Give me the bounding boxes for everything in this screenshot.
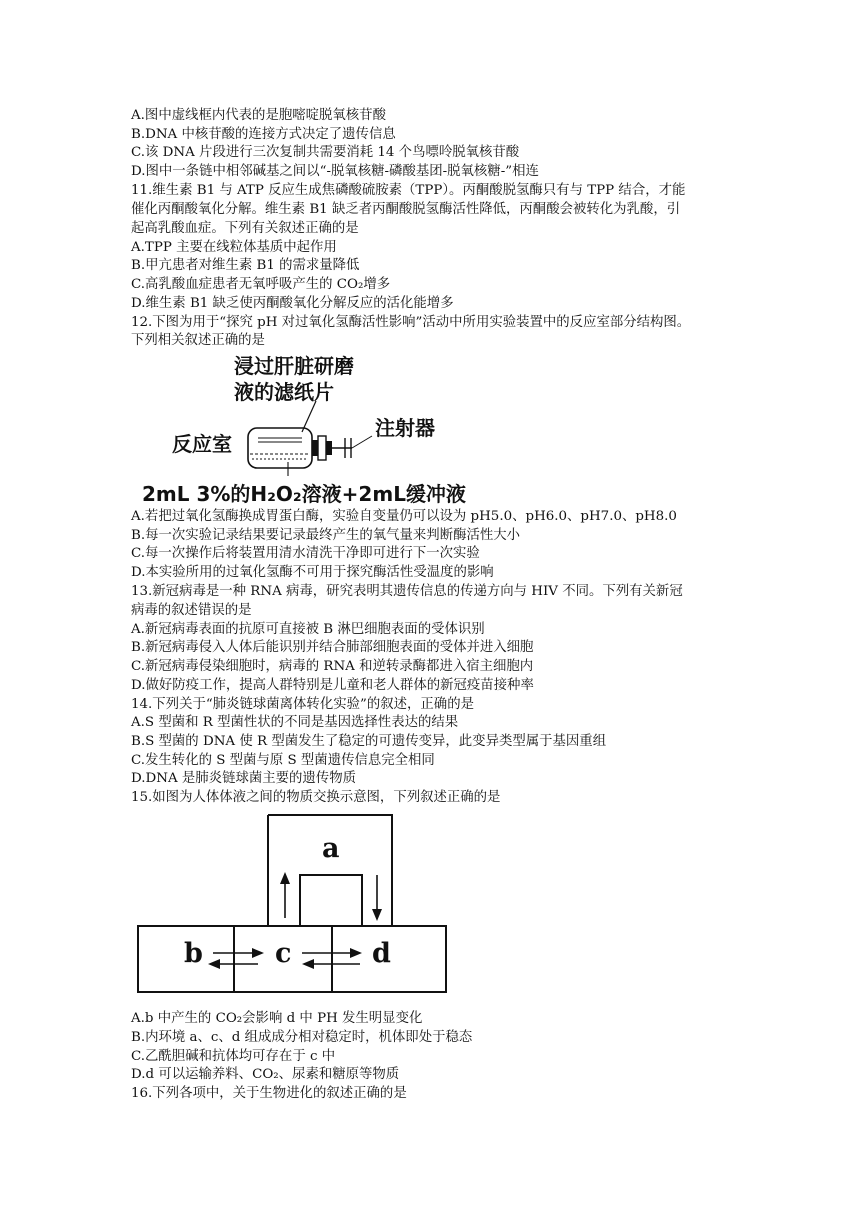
q12-option-a: A.若把过氧化氢酶换成胃蛋白酶，实验自变量仍可以设为 pH5.0、pH6.0、pH7.0、pH8.0	[131, 509, 677, 524]
q13-option-c: C.新冠病毒侵染细胞时，病毒的 RNA 和逆转录酶都进入宿主细胞内	[131, 659, 534, 674]
q11-option-b: B.甲亢患者对维生素 B1 的需求量降低	[131, 258, 360, 273]
q13-option-b: B.新冠病毒侵入人体后能识别并结合肺部细胞表面的受体并进入细胞	[131, 640, 534, 655]
q13-stem-line-1: 13.新冠病毒是一种 RNA 病毒，研究表明其遗传信息的传递方向与 HIV 不同。下列有关新冠	[131, 584, 683, 599]
fluid-c-label: c	[275, 938, 292, 969]
q15-option-b: B.内环境 a、c、d 组成成分相对稳定时，机体即处于稳态	[131, 1030, 473, 1045]
q11-stem-line-3: 起高乳酸血症。下列有关叙述正确的是	[131, 221, 359, 236]
syringe-label: 注射器	[375, 416, 435, 440]
filter-paper-label-1: 浸过肝脏研磨	[234, 354, 354, 378]
q13-option-a: A.新冠病毒表面的抗原可直接被 B 淋巴细胞表面的受体识别	[131, 622, 485, 637]
q15-option-d: D.d 可以运输养料、CO₂、尿素和糖原等物质	[131, 1067, 400, 1082]
q11-option-c: C.高乳酸血症患者无氧呼吸产生的 CO₂增多	[131, 277, 391, 292]
fluid-a-label: a	[322, 833, 340, 864]
q11-stem-line-2: 催化丙酮酸氧化分解。维生素 B1 缺乏者丙酮酸脱氢酶活性降低，丙酮酸会被转化为乳酸，引	[131, 202, 681, 217]
q12-option-b: B.每一次实验记录结果要记录最终产生的氧气量来判断酶活性大小	[131, 528, 521, 543]
q14-option-b: B.S 型菌的 DNA 使 R 型菌发生了稳定的可遗传变异，此变异类型属于基因重组	[131, 734, 607, 749]
fluid-b-label: b	[184, 938, 203, 969]
q12-option-d: D.本实验所用的过氧化氢酶不可用于探究酶活性受温度的影响	[131, 565, 494, 580]
q10-option-d: D.图中一条链中相邻碱基之间以“-脱氧核糖-磷酸基团-脱氧核糖-”相连	[131, 164, 539, 179]
q15-option-c: C.乙酰胆碱和抗体均可存在于 c 中	[131, 1049, 336, 1064]
q16-stem: 16.下列各项中，关于生物进化的叙述正确的是	[131, 1086, 407, 1101]
filter-paper-label-2: 液的滤纸片	[234, 380, 334, 404]
solution-label: 2mL 3%的H₂O₂溶液+2mL缓冲液	[142, 482, 466, 506]
q11-option-d: D.维生素 B1 缺乏使丙酮酸氧化分解反应的活化能增多	[131, 296, 454, 311]
q14-option-a: A.S 型菌和 R 型菌性状的不同是基因选择性表达的结果	[131, 715, 459, 730]
q10-option-c: C.该 DNA 片段进行三次复制共需要消耗 14 个鸟嘌呤脱氧核苷酸	[131, 145, 520, 160]
q15-stem: 15.如图为人体体液之间的物质交换示意图，下列叙述正确的是	[131, 790, 501, 805]
q14-option-d: D.DNA 是肺炎链球菌主要的遗传物质	[131, 771, 356, 786]
q13-option-d: D.做好防疫工作，提高人群特别是儿童和老人群体的新冠疫苗接种率	[131, 678, 534, 693]
q11-stem-line-1: 11.维生素 B1 与 ATP 反应生成焦磷酸硫胺素（TPP）。丙酮酸脱氢酶只有与 TPP 结合，才能	[131, 183, 686, 198]
q15-option-a: A.b 中产生的 CO₂会影响 d 中 PH 发生明显变化	[131, 1011, 423, 1026]
q13-stem-line-2: 病毒的叙述错误的是	[131, 603, 252, 618]
q12-stem-line-2: 下列相关叙述正确的是	[131, 333, 265, 348]
fluid-d-label: d	[372, 938, 391, 969]
q11-option-a: A.TPP 主要在线粒体基质中起作用	[131, 240, 337, 255]
reaction-chamber-label: 反应室	[172, 432, 232, 456]
q12-stem-line-1: 12.下图为用于“探究 pH 对过氧化氢酶活性影响”活动中所用实验装置中的反应室部分结构图。	[131, 315, 691, 330]
q14-option-c: C.发生转化的 S 型菌与原 S 型菌遗传信息完全相同	[131, 753, 435, 768]
reaction-chamber-figure	[140, 348, 466, 506]
q10-option-a: A.图中虚线框内代表的是胞嘧啶脱氧核苷酸	[131, 108, 386, 123]
q12-option-c: C.每一次操作后将装置用清水清洗干净即可进行下一次实验	[131, 546, 480, 561]
q10-option-b: B.DNA 中核苷酸的连接方式决定了遗传信息	[131, 127, 396, 142]
q14-stem: 14.下列关于“肺炎链球菌离体转化实验”的叙述，正确的是	[131, 697, 474, 712]
